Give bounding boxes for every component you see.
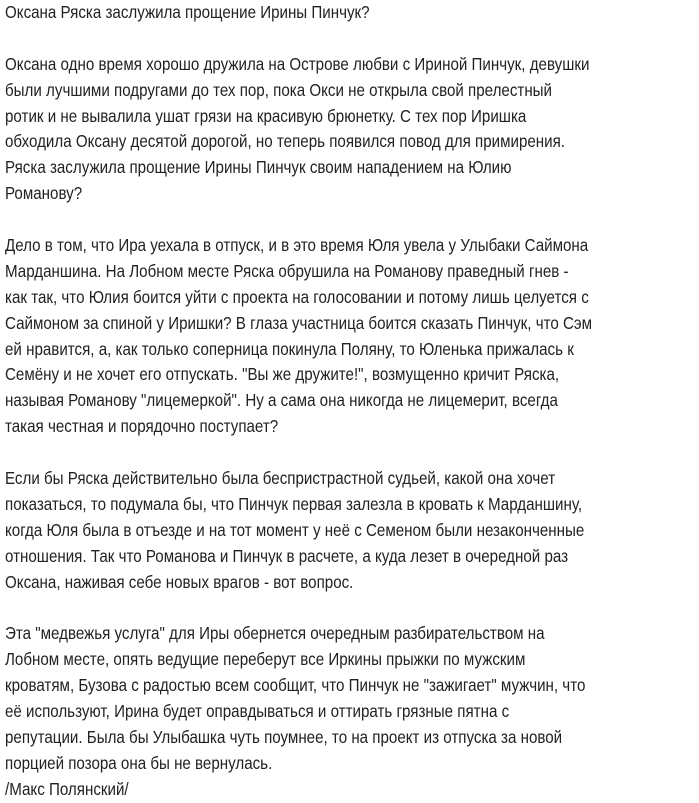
text-line: порцией позора она бы не вернулась. (5, 752, 273, 773)
text-line: Лобном месте, опять ведущие переберут все Иркины прыжки по мужским (5, 649, 526, 670)
text-line: Эта "медвежья услуга" для Иры обернется очередным разбирательством на (5, 623, 545, 644)
text-line: Романову? (5, 183, 83, 204)
text-line: когда Юля была в отъезде и на тот момент у неё с Семеном были незаконченные (5, 519, 585, 540)
author-signature: /Макс Полянский/ (5, 778, 129, 799)
paragraph-3 (5, 466, 592, 595)
paragraph-2 (5, 233, 592, 440)
article-title: Оксана Ряска заслужила прощение Ирины Пинчук? (5, 2, 370, 22)
text-line: Ряска заслужила прощение Ирины Пинчук своим нападением на Юлию (5, 157, 512, 178)
paragraph-4 (5, 621, 592, 776)
spacer (5, 207, 592, 233)
text-line: Если бы Ряска действительно была беспристрастной судьей, какой она хочет (5, 468, 556, 489)
text-line: такая честная и порядочно поступает? (5, 416, 279, 437)
spacer (5, 595, 592, 621)
text-line: ротик и не вывалила ушат грязи на красивую брюнетку. С тех пор Иришка (5, 105, 527, 126)
text-line: Саймоном за спиной у Иришки? В глаза участница боится сказать Пинчук, что Сэм (5, 312, 593, 333)
text-line: называя Романову "лицемеркой". Ну а сама она никогда не лицемерит, всегда (5, 390, 558, 411)
text-line: её используют, Ирина будет оправдываться и оттирать грязные пятна с (5, 701, 510, 722)
spacer (5, 440, 592, 466)
text-line: Дело в том, что Ира уехала в отпуск, и в это время Юля увела у Улыбаки Саймона (5, 235, 589, 256)
text-line: репутации. Была бы Улыбашка чуть поумнее, то на проект из отпуска за новой (5, 726, 563, 747)
text-line: показаться, то подумала бы, что Пинчук первая залезла в кровать к Марданшину, (5, 493, 583, 514)
text-line: отношения. Так что Романова и Пинчук в расчете, а куда лезет в очередной раз (5, 545, 569, 566)
spacer (5, 26, 592, 52)
text-line: как так, что Юлия боится уйти с проекта на голосовании и потому лишь целуется с (5, 286, 589, 307)
article (5, 0, 592, 803)
text-line: ей нравится, а, как только соперница покинула Поляну, то Юленька прижалась к (5, 338, 574, 359)
text-line: кроватям, Бузова с радостью всем сообщит, что Пинчук не "зажигает" мужчин, что (5, 675, 586, 696)
text-line: Марданшина. На Лобном месте Ряска обрушила на Романову праведный гнев - (5, 260, 569, 281)
text-line: были лучшими подругами до тех пор, пока Окси не открыла свой прелестный (5, 79, 553, 100)
paragraph-1 (5, 52, 592, 207)
text-line: обходила Оксану десятой дорогой, но теперь появился повод для примирения. (5, 131, 566, 152)
text-line: Оксана одно время хорошо дружила на Острове любви с Ириной Пинчук, девушки (5, 53, 590, 74)
text-line: Оксана, наживая себе новых врагов - вот вопрос. (5, 571, 354, 592)
text-line: Семёну и не хочет его отпускать. "Вы же дружите!", возмущенно кричит Ряска, (5, 364, 560, 385)
